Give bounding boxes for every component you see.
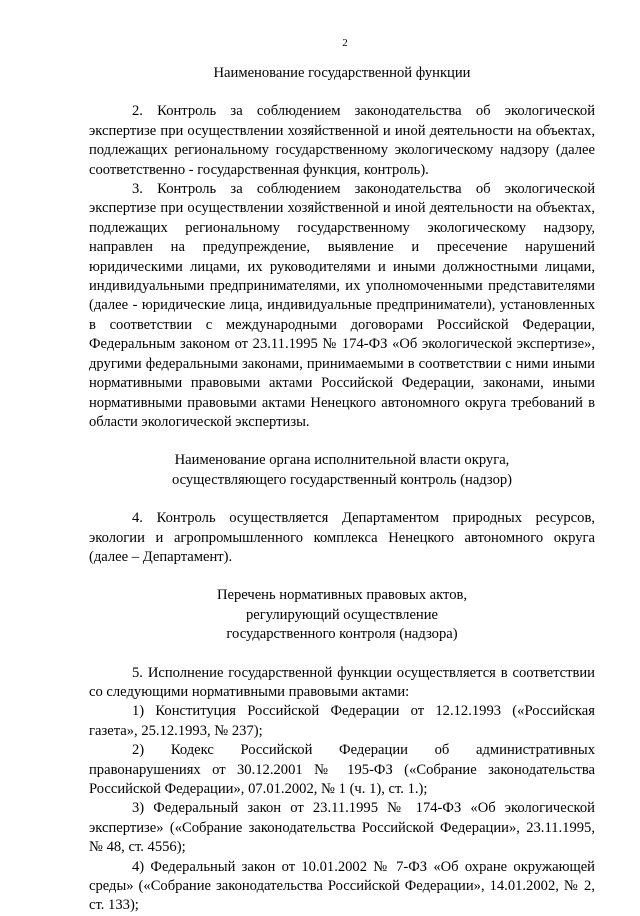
heading-line: регулирующий осуществление — [245, 606, 439, 623]
paragraph-4: 4. Контроль осуществляется Департаментом природных ресурсов, экологии и агропромышленного комплекса Ненецкого автономного округа (далее – Департамент). — [89, 510, 595, 565]
paragraph-2: 2. Контроль за соблюдением законодательства об экологической экспертизе при осуществлении хозяйственной и иной деятельности на объектах, подлежащих региональному государственному экологическому надзору (далее соответственно - государственная функция, контроль). — [89, 103, 595, 178]
heading-line: Наименование органа исполнительной власти округа, — [174, 452, 510, 469]
paragraph-3: 3. Контроль за соблюдением законодательства об экологической экспертизе при осуществлении хозяйственной и иной деятельности на объектах, подлежащих региональному государственному экологическому надзору, направлен на предупреждение, выявление и пресечение нарушений юридическими лицами, их руководителями и иными должностными лицами, индивидуальными предпринимателями, их уполномоченными представителями (далее - юридические лица, индивидуальные предприниматели), установленных в соответствии с международными договорами Российской Федерации, Федеральным законом от 23.11.1995 № 174-ФЗ «Об экологической экспертизе», другими федеральными законами, принимаемыми в соответствии с ними иными нормативными правовыми актами Российской Федерации, законами, иными нормативными правовыми актами Ненецкого автономного округа требований в области экологической экспертизы. — [89, 181, 595, 430]
list-item: 4) Федеральный закон от 10.01.2002 № 7-ФЗ «Об охране окружающей среды» («Собрание законодательства Российской Федерации», 14.01.2002, № 2, ст. 133); — [89, 858, 595, 914]
heading-line: Перечень нормативных правовых актов, — [216, 587, 468, 604]
heading-line: государственного контроля (надзора) — [226, 626, 458, 643]
list-item: 3) Федеральный закон от 23.11.1995 № 174-ФЗ «Об экологической экспертизе» («Собрание законодательства Российской Федерации», 23.11.1995, № 48, ст. 4556); — [89, 800, 595, 856]
list-item: 2) Кодекс Российской Федерации об административных правонарушениях от 30.12.2001 № 195-ФЗ («Собрание законодательства Российской Федерации», 07.01.2002, № 1 (ч. 1), ст. 1.); — [89, 742, 595, 797]
list-item: 1) Конституция Российской Федерации от 12.12.1993 («Российская газета», 25.12.1993, № 237); — [89, 703, 595, 739]
section-heading-authority — [89, 451, 595, 490]
heading-line: осуществляющего государственный контроль (надзор) — [171, 471, 513, 488]
section-heading-function: Наименование государственной функции — [213, 65, 471, 81]
page-number: 2 — [342, 37, 348, 49]
paragraph-5: 5. Исполнение государственной функции осуществляется в соответствии со следующими нормативными правовыми актами: — [89, 664, 595, 700]
document-body — [89, 64, 595, 916]
section-heading-acts — [89, 586, 595, 644]
